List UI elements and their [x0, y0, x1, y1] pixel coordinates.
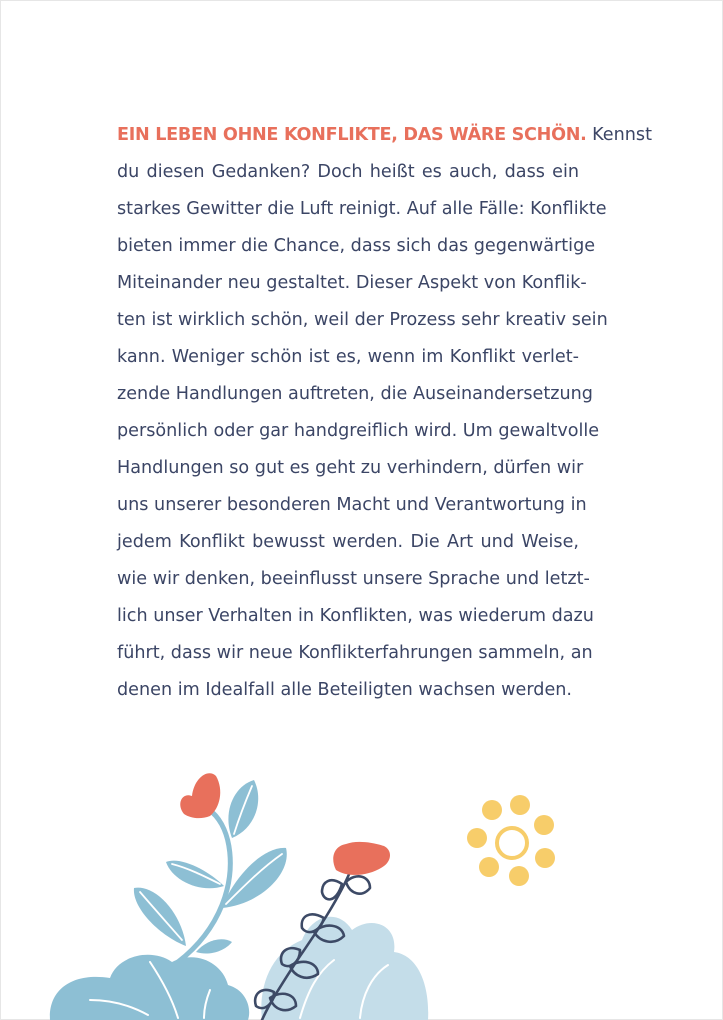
foreground-leaves: [50, 955, 249, 1020]
text-line: du diesen Gedanken? Doch heißt es auch, dass ein: [117, 162, 579, 182]
text-line: wie wir denken, beeinflusst unsere Sprache und letzt-: [117, 569, 590, 589]
text-line-segment: Kennst: [586, 125, 652, 145]
text-line: starkes Gewitter die Luft reinigt. Auf alle Fälle: Konflikte: [117, 199, 607, 219]
text-line: führt, dass wir neue Konflikterfahrungen sammeln, an: [117, 643, 593, 663]
text-line: denen im Idealfall alle Beteiligten wachsen werden.: [117, 680, 573, 700]
red-flower-icon: [333, 842, 390, 875]
blue-plant: [134, 773, 287, 962]
text-line: Miteinander neu gestaltet. Dieser Aspekt von Konflik-: [117, 273, 587, 293]
text-line: jedem Konflikt bewusst werden. Die Art und Weise,: [117, 532, 579, 552]
lead-in-heading: EIN LEBEN OHNE KONFLIKTE, DAS WÄRE SCHÖN.: [117, 125, 587, 145]
text-line: ten ist wirklich schön, weil der Prozess sehr kreativ sein: [117, 310, 608, 330]
text-line: zende Handlungen auftreten, die Auseinandersetzung: [117, 384, 593, 404]
text-line: bieten immer die Chance, dass sich das gegenwärtige: [117, 236, 596, 256]
light-bush: [261, 917, 428, 1020]
red-flower-icon: [180, 773, 220, 818]
text-line: kann. Weniger schön ist es, wenn im Konflikt verlet-: [117, 347, 579, 367]
text-line: Handlungen so gut es geht zu verhindern, dürfen wir: [117, 458, 584, 478]
sun-icon: [467, 795, 555, 886]
text-line: uns unserer besonderen Macht und Verantwortung in: [117, 495, 587, 515]
text-line: persönlich oder gar handgreiflich wird. Um gewaltvolle: [117, 421, 600, 441]
text-line: lich unser Verhalten in Konflikten, was wiederum dazu: [117, 606, 594, 626]
